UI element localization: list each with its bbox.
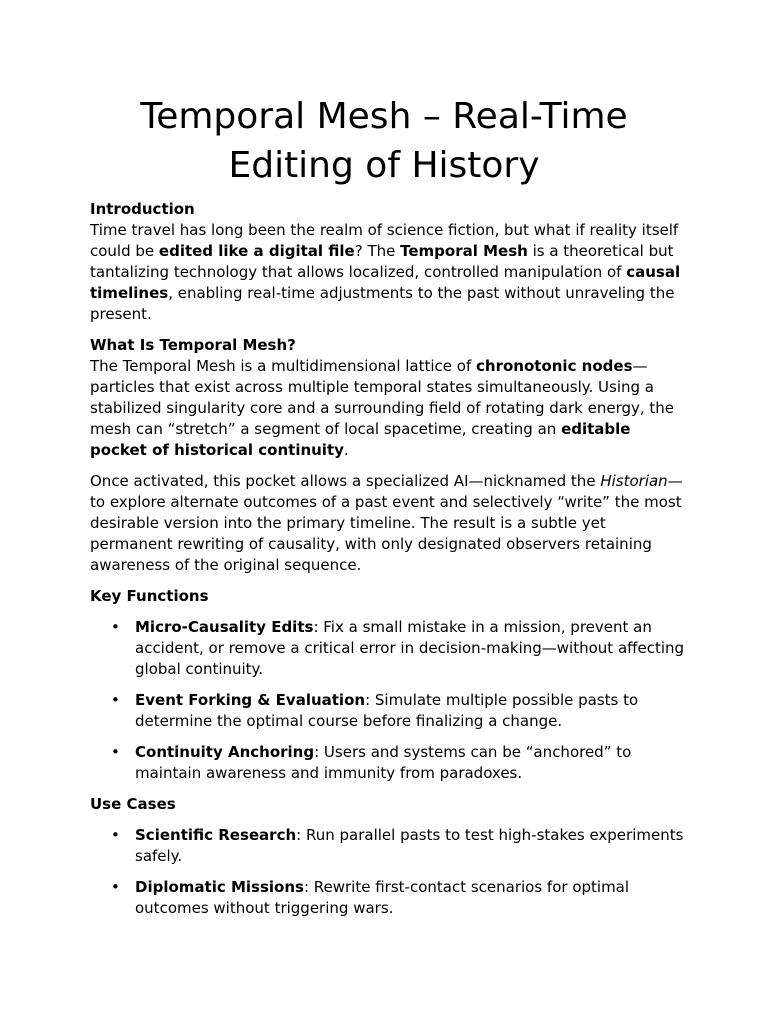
intro-text-1: Time travel has long been the realm of science fiction, but what if reality itself could be — [90, 221, 679, 260]
what-text-2: —particles that exist across multiple temporal states simultaneously. Using a stabilized singularity core and a surrounding field of rotating dark energy, the mesh can “stretch” a segment of local spacetime, creating an — [90, 357, 675, 438]
what-heading: What Is Temporal Mesh? — [90, 336, 296, 354]
list-item — [90, 617, 690, 680]
list-item — [90, 742, 690, 784]
key-functions-list — [90, 617, 690, 784]
list-item-text: : Users and systems can be “anchored” to maintain awareness and immunity from paradoxes. — [135, 743, 632, 782]
intro-bold-3: causal timelines — [90, 263, 681, 302]
intro-bold-1: edited like a digital file — [158, 242, 355, 260]
list-item — [90, 825, 690, 867]
list-item — [90, 690, 690, 732]
activated-paragraph — [90, 471, 690, 576]
intro-text-3: is a theoretical but tantalizing technology that allows localized, controlled manipulation of — [90, 242, 674, 281]
use-cases-heading — [90, 794, 690, 815]
activated-text-2: —to explore alternate outcomes of a past event and selectively “write” the most desirable version into the primary timeline. The result is a subtle yet permanent rewriting of causality, with only designated observers retaining awareness of the original sequence. — [90, 472, 683, 574]
intro-bold-2: Temporal Mesh — [400, 242, 528, 260]
use-cases-list — [90, 825, 690, 919]
key-functions-heading — [90, 586, 690, 607]
intro-heading: Introduction — [90, 200, 195, 218]
document-body — [90, 199, 690, 929]
what-section — [90, 335, 690, 461]
what-bold-2: editable pocket of historical continuity — [90, 420, 631, 459]
list-item-term: Event Forking & Evaluation — [135, 691, 366, 709]
what-text-1: The Temporal Mesh is a multidimensional lattice of — [90, 357, 477, 375]
intro-section — [90, 199, 690, 325]
list-item-term: Micro-Causality Edits — [135, 618, 314, 636]
key-functions-heading-text: Key Functions — [90, 587, 209, 605]
activated-text-1: Once activated, this pocket allows a specialized AI—nicknamed the — [90, 472, 601, 490]
list-item-text: : Run parallel pasts to test high-stakes experiments safely. — [135, 826, 684, 865]
list-item-term: Continuity Anchoring — [135, 743, 315, 761]
list-item-text: : Fix a small mistake in a mission, prevent an accident, or remove a critical error in decision-making—without affecting global continuity. — [135, 618, 685, 678]
intro-text-4: , enabling real-time adjustments to the past without unraveling the present. — [90, 284, 675, 323]
use-cases-heading-text: Use Cases — [90, 795, 176, 813]
list-item-term: Scientific Research — [135, 826, 297, 844]
intro-text-2: ? The — [354, 242, 401, 260]
page-title: Temporal Mesh – Real-Time Editing of History — [140, 96, 628, 186]
what-bold-1: chronotonic nodes — [476, 357, 633, 375]
what-text-3: . — [343, 441, 349, 459]
list-item-term: Diplomatic Missions — [135, 878, 304, 896]
activated-italic: Historian — [600, 472, 668, 490]
list-item-text: : Simulate multiple possible pasts to determine the optimal course before finalizing a change. — [135, 691, 639, 730]
list-item — [90, 877, 690, 919]
list-item-text: : Rewrite first-contact scenarios for optimal outcomes without triggering wars. — [135, 878, 630, 917]
